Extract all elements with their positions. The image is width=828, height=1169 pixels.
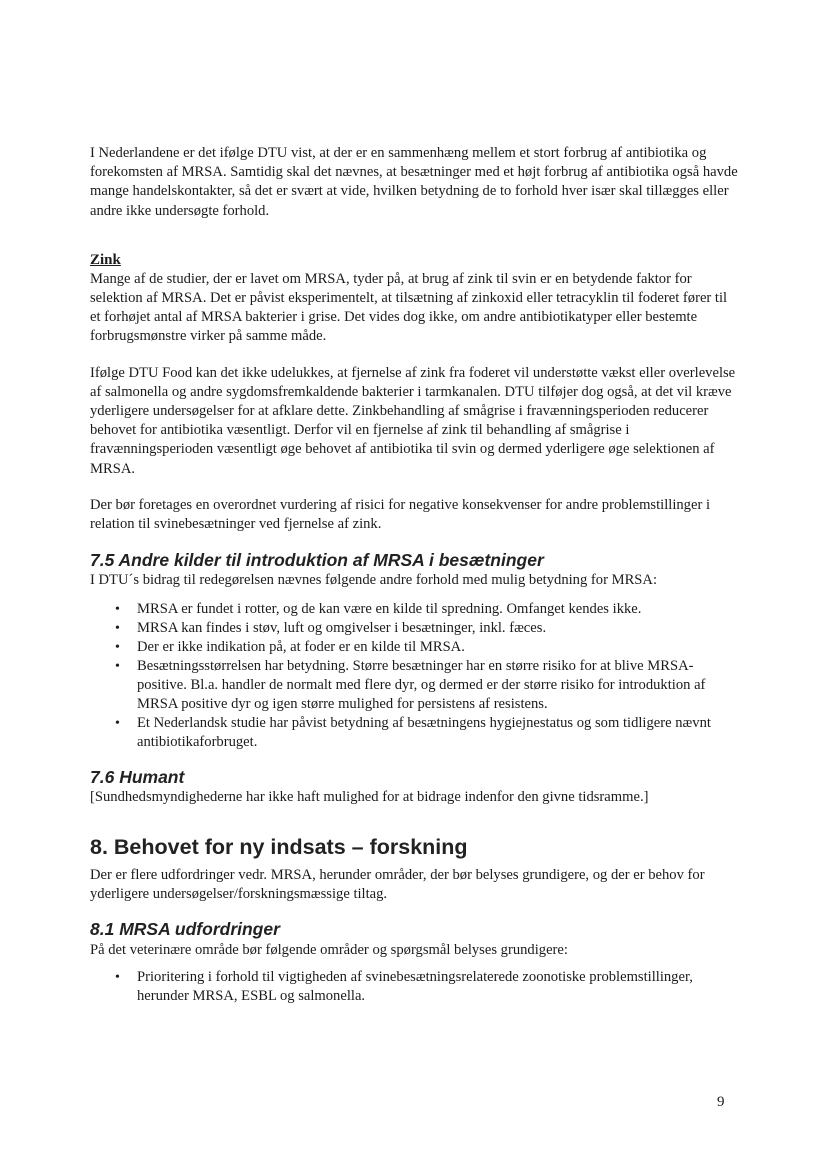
paragraph-zink-studies: Mange af de studier, der er lavet om MRSA, tyder på, at brug af zink til svin er en betydende faktor for selektion af MRSA. Det er påvist eksperimentelt, at tilsætning af zinkoxid eller tetracyklin til foderet fører til et forhøjet antal af MRSA bakterier i grise. Det vides dog ikke, om andre antibiotikatyper eller bestemte forbrugsmønstre virker på samme måde. (90, 270, 728, 345)
zink-heading: Zink (90, 251, 121, 268)
section-8-1-bullet-list (90, 968, 740, 1006)
section-7-5-intro: I DTU´s bidrag til redegørelsen nævnes følgende andre forhold med mulig betydning for MRSA: (90, 572, 658, 589)
bullet-icon: • (115, 970, 120, 986)
section-7-6-heading: 7.6 Humant (90, 767, 185, 788)
section-8-heading: 8. Behovet for ny indsats – forskning (90, 834, 468, 859)
section-7-6-text: [Sundhedsmyndighederne har ikke haft mulighed for at bidrage indenfor den givne tidsramme.] (90, 789, 649, 806)
page-number: 9 (717, 1094, 725, 1110)
section-8-1-intro: På det veterinære område bør følgende områder og spørgsmål belyses grundigere: (90, 942, 568, 959)
list-item: • Besætningsstørrelsen har betydning. Større besætninger har en større risiko for at blive MRSA-positive. Bl.a. handler de normalt med flere dyr, og dermed er der større risiko for introduktion af MRSA positive dyr og igen større mulighed for persistens af resistens. (115, 658, 706, 713)
list-item: • Et Nederlandsk studie har påvist betydning af besætningens hygiejnestatus og som tidligere nævnt antibiotikaforbruget. (115, 715, 711, 751)
list-item: • Der er ikke indikation på, at foder er en kilde til MRSA. (115, 639, 465, 656)
bullet-icon: • (115, 716, 120, 732)
page-content (90, 144, 740, 1006)
list-item: • MRSA er fundet i rotter, og de kan være en kilde til spredning. Omfanget kendes ikke. (115, 601, 642, 618)
section-8-1-heading: 8.1 MRSA udfordringer (90, 919, 280, 940)
list-item: • MRSA kan findes i støv, luft og omgivelser i besætninger, inkl. fæces. (115, 620, 547, 637)
section-7-5-heading: 7.5 Andre kilder til introduktion af MRSA i besætninger (90, 550, 544, 571)
bullet-icon: • (115, 602, 120, 618)
section-7-5-bullet-list (90, 600, 740, 752)
paragraph-netherlands: I Nederlandene er det ifølge DTU vist, at der er en sammenhæng mellem et stort forbrug af antibiotika og forekomsten af MRSA. Samtidig skal det nævnes, at besætninger med et højt forbrug af antibiotika også havde mange handelskontakter, så det er svært at vide, hvilken betydning de to forhold hver især skal tillægges eller andre ikke undersøgte forhold. (90, 145, 738, 219)
bullet-icon: • (115, 659, 120, 675)
list-item: • Prioritering i forhold til vigtigheden af svinebesætningsrelaterede zoonotiske problemstillinger, herunder MRSA, ESBL og salmonella. (115, 969, 693, 1005)
paragraph-dtu-food: Ifølge DTU Food kan det ikke udelukkes, at fjernelse af zink fra foderet vil understøtte vækst eller overlevelse af salmonella og andre sygdomsfremkaldende bakterier i tarmkanalen. DTU tilføjer dog også, at det vil kræve yderligere undersøgelser for at afklare dette. Zinkbehandling af smågrise i fravænningsperioden reducerer behovet for antibiotika væsentligt. Derfor vil en fjernelse af zink til behandling af smågrise i fravænningsperioden væsentligt øge behovet af antibiotika til svin og dermed yderligere øge selektionen af MRSA. (90, 364, 736, 477)
paragraph-risk-assessment: Der bør foretages en overordnet vurdering af risici for negative konsekvenser for andre problemstillinger i relation til svinebesætninger ved fjernelse af zink. (90, 496, 711, 533)
section-8-text: Der er flere udfordringer vedr. MRSA, herunder områder, der bør belyses grundigere, og der er behov for yderligere undersøgelser/forskningsmæssige tiltag. (90, 866, 705, 902)
bullet-icon: • (115, 621, 120, 637)
bullet-icon: • (115, 640, 120, 656)
